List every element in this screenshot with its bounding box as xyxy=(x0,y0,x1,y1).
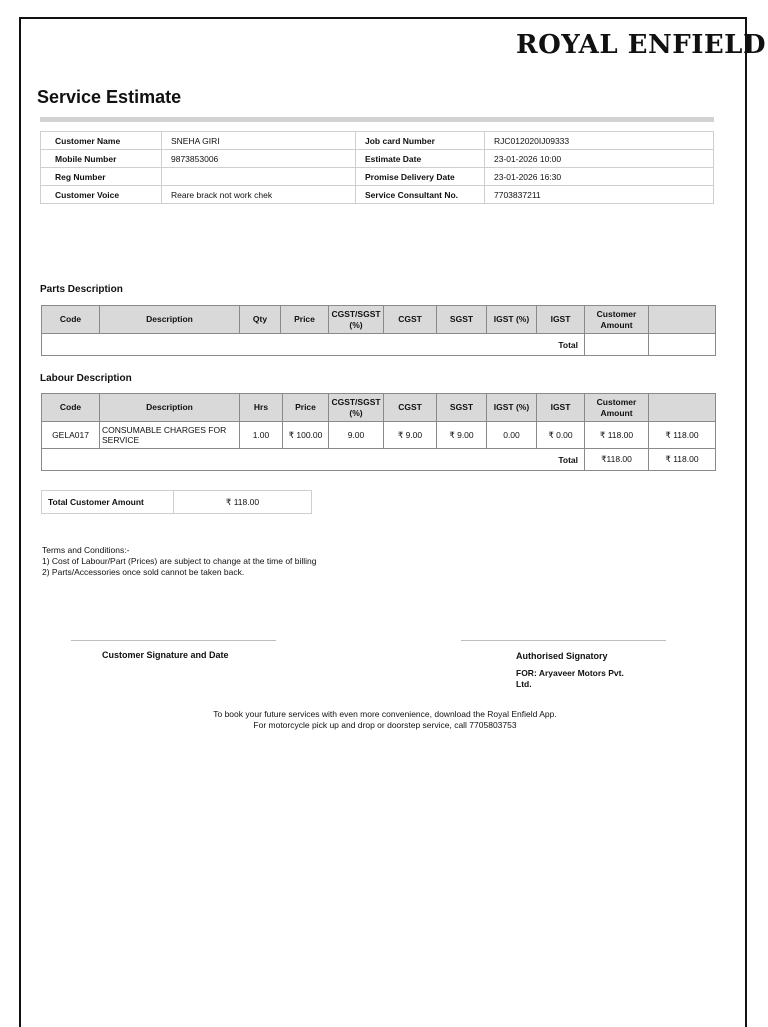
col-header: CGST/SGST (%) xyxy=(329,394,384,422)
labour-total-value-2: ₹ 118.00 xyxy=(649,449,716,471)
info-value xyxy=(162,168,356,186)
info-label: Customer Name xyxy=(41,132,162,150)
col-header: CGST xyxy=(384,394,437,422)
authorised-signature-line xyxy=(461,640,666,641)
parts-total-value xyxy=(585,334,649,356)
authorised-signatory-label: Authorised Signatory xyxy=(516,651,608,661)
info-label: Reg Number xyxy=(41,168,162,186)
info-value: 9873853006 xyxy=(162,150,356,168)
labour-cgst: ₹ 9.00 xyxy=(384,422,437,449)
labour-sgst: ₹ 9.00 xyxy=(437,422,487,449)
terms-and-conditions xyxy=(42,545,317,578)
col-header: Code xyxy=(42,394,100,422)
col-header: IGST xyxy=(537,306,585,334)
info-value: 23-01-2026 10:00 xyxy=(485,150,714,168)
page-title: Service Estimate xyxy=(37,87,182,107)
info-value: Reare brack not work chek xyxy=(162,186,356,204)
info-label: Job card Number xyxy=(356,132,485,150)
col-header: IGST (%) xyxy=(487,394,537,422)
terms-item: 2) Parts/Accessories once sold cannot be taken back. xyxy=(42,567,245,577)
col-header: Customer Amount xyxy=(585,394,649,422)
labour-code: GELA017 xyxy=(42,422,100,449)
parts-section-label: Parts Description xyxy=(40,284,123,295)
col-header: Code xyxy=(42,306,100,334)
customer-signature-label: Customer Signature and Date xyxy=(102,650,229,660)
labour-total-row xyxy=(42,449,716,471)
labour-table xyxy=(41,393,716,471)
labour-total-value: ₹118.00 xyxy=(585,449,649,471)
info-row xyxy=(41,186,714,204)
col-header: CGST/SGST (%) xyxy=(329,306,384,334)
info-label: Customer Voice xyxy=(41,186,162,204)
col-header xyxy=(649,306,716,334)
info-row xyxy=(41,168,714,186)
total-label: Total xyxy=(42,334,585,356)
col-header: Price xyxy=(281,306,329,334)
table-row xyxy=(42,422,716,449)
info-row xyxy=(41,150,714,168)
terms-item: 1) Cost of Labour/Part (Prices) are subject to change at the time of billing xyxy=(42,556,317,566)
info-value: SNEHA GIRI xyxy=(162,132,356,150)
info-row xyxy=(41,132,714,150)
col-header: Price xyxy=(283,394,329,422)
info-label: Service Consultant No. xyxy=(356,186,485,204)
col-header: Description xyxy=(100,306,240,334)
footer-pickup-note: For motorcycle pick up and drop or doorstep service, call 7705803753 xyxy=(253,720,517,730)
footer-app-note: To book your future services with even more convenience, download the Royal Enfield App. xyxy=(213,709,557,719)
parts-header-row xyxy=(42,306,716,334)
labour-customer-amount: ₹ 118.00 xyxy=(585,422,649,449)
info-value: RJC012020IJ09333 xyxy=(485,132,714,150)
labour-extra-amount: ₹ 118.00 xyxy=(649,422,716,449)
parts-total-value-2 xyxy=(649,334,716,356)
estimate-page xyxy=(19,17,767,1027)
labour-igst: ₹ 0.00 xyxy=(537,422,585,449)
parts-table xyxy=(41,305,716,356)
labour-cgst-sgst-pct: 9.00 xyxy=(329,422,384,449)
col-header: SGST xyxy=(437,306,487,334)
col-header: CGST xyxy=(384,306,437,334)
total-label: Total xyxy=(42,449,585,471)
labour-igst-pct: 0.00 xyxy=(487,422,537,449)
brand-logo: ROYAL ENFIELD xyxy=(516,30,767,60)
total-customer-amount-label: Total Customer Amount xyxy=(42,491,174,514)
terms-heading: Terms and Conditions:- xyxy=(42,545,130,555)
parts-total-row xyxy=(42,334,716,356)
info-value: 7703837211 xyxy=(485,186,714,204)
total-customer-amount-box xyxy=(41,490,312,514)
labour-header-row xyxy=(42,394,716,422)
info-value: 23-01-2026 16:30 xyxy=(485,168,714,186)
labour-description: CONSUMABLE CHARGES FOR SERVICE xyxy=(100,422,240,449)
dealer-name: FOR: Aryaveer Motors Pvt. Ltd. xyxy=(516,668,624,689)
info-label: Estimate Date xyxy=(356,150,485,168)
title-divider xyxy=(40,117,714,122)
customer-signature-line xyxy=(71,640,276,641)
info-label: Mobile Number xyxy=(41,150,162,168)
col-header: Qty xyxy=(240,306,281,334)
labour-section-label: Labour Description xyxy=(40,373,132,384)
col-header: SGST xyxy=(437,394,487,422)
col-header xyxy=(649,394,716,422)
col-header: IGST xyxy=(537,394,585,422)
total-customer-amount-value: ₹ 118.00 xyxy=(174,491,312,514)
col-header: Customer Amount xyxy=(585,306,649,334)
info-label: Promise Delivery Date xyxy=(356,168,485,186)
col-header: Hrs xyxy=(240,394,283,422)
col-header: IGST (%) xyxy=(487,306,537,334)
col-header: Description xyxy=(100,394,240,422)
labour-hrs: 1.00 xyxy=(240,422,283,449)
labour-price: ₹ 100.00 xyxy=(283,422,329,449)
customer-info-table xyxy=(40,131,714,204)
